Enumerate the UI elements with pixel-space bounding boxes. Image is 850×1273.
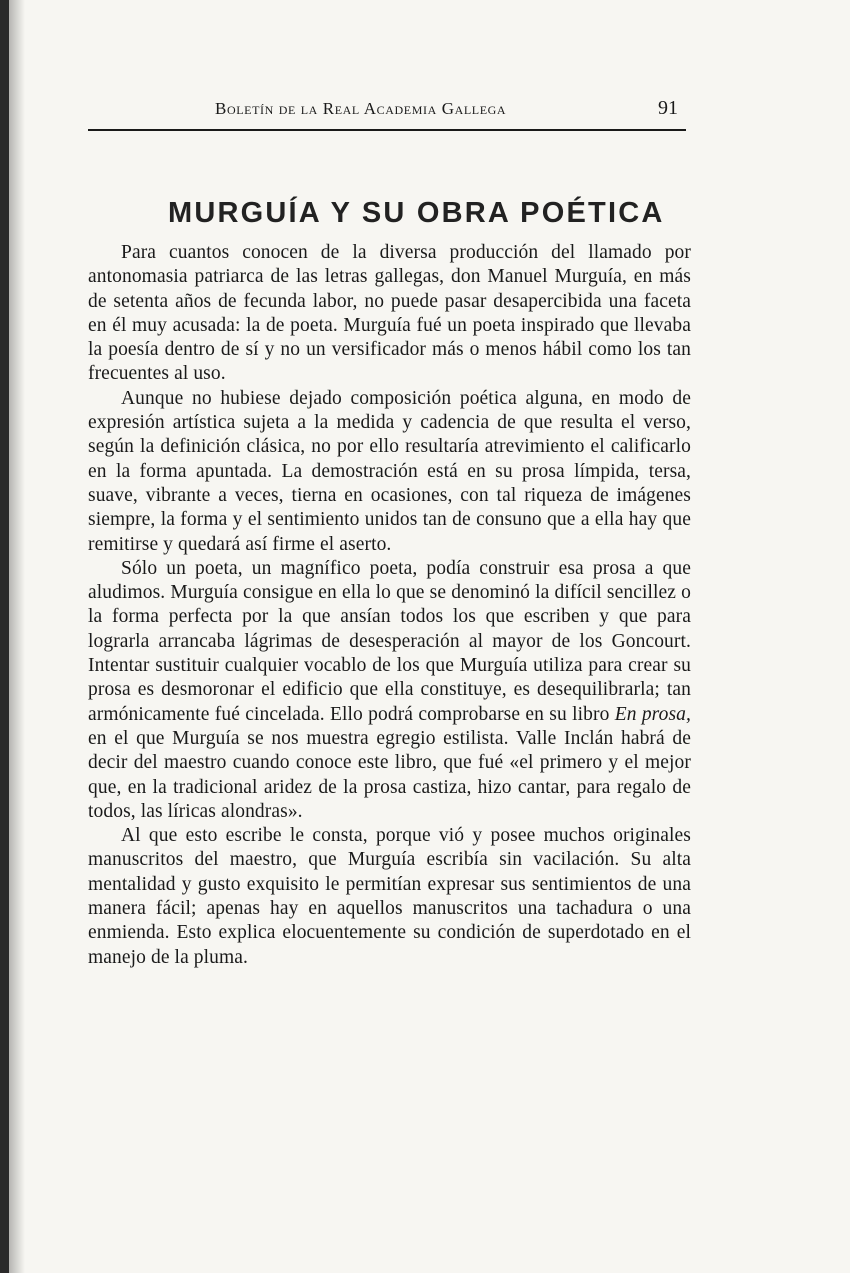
paragraph-1: Para cuantos conocen de la diversa producción del llamado por antonomasia patriarca de las letras gallegas, don Manuel Murguía, en más de setenta años de fecunda labor, no puede pasar desapercibida una faceta en él muy acusada: la de poeta. Murguía fué un poeta inspirado que llevaba la poesía dentro de sí y no un versificador más o menos hábil como los tan frecuentes al uso. <box>88 242 691 385</box>
paragraph-2: Aunque no hubiese dejado composición poética alguna, en modo de expresión artística sujeta a la medida y cadencia de que resulta el verso, según la definición clásica, no por ello resultaría atrevimiento el calificarlo en la forma apuntada. La demostración está en su prosa límpida, tersa, suave, vibrante a veces, tierna en ocasiones, con tal riqueza de imágenes siempre, la forma y el sentimiento unidos tan de consuno que a ella hay que remitirse y quedará así firme el aserto. <box>88 387 691 555</box>
paragraph-4: Al que esto escribe le consta, porque vió y posee muchos originales manuscritos del maestro, que Murguía escribía sin vacilación. Su alta mentalidad y gusto exquisito le permitían expresar sus sentimientos de una manera fácil; apenas hay en aquellos manuscritos una tachadura o una enmienda. Esto explica elocuentemente su condición de superdotado en el manejo de la pluma. <box>88 825 691 968</box>
gutter-shadow <box>9 0 25 1273</box>
journal-name: Boletín de la Real Academia Gallega <box>215 99 507 118</box>
page-number: 91 <box>658 97 678 119</box>
paragraph-3-text-before: Sólo un poeta, un magnífico poeta, podía construir esa prosa a que aludimos. Murguía consigue en ella lo que se denominó la difícil sencillez o la forma perfecta por la que ansían todos los que escriben y que para lograrla arrancaba lágrimas de desesperación al mayor de los Goncourt. Intentar sustituir cualquier vocablo de los que Murguía utiliza para crear su prosa es desmoronar el edificio que ella constituye, es desequilibrarla; tan armónicamente fué cincelada. Ello podrá comprobarse en su libro <box>88 557 691 725</box>
article-title: MURGUÍA Y SU OBRA POÉTICA <box>168 197 665 230</box>
book-spine-shadow <box>0 0 9 1273</box>
article-body <box>88 241 691 970</box>
running-head <box>88 97 686 131</box>
paragraph-3-text-after: en el que Murguía se nos muestra egregio estilista. Valle Inclán habrá de decir del maestro cuando conoce este libro, que fué «el primero y el mejor que, en la tradicional aridez de la prosa castiza, hizo cantar, para regalo de todos, las líricas alondras». <box>88 727 691 822</box>
paragraph-3 <box>88 557 691 824</box>
book-title: En prosa, <box>614 703 691 725</box>
